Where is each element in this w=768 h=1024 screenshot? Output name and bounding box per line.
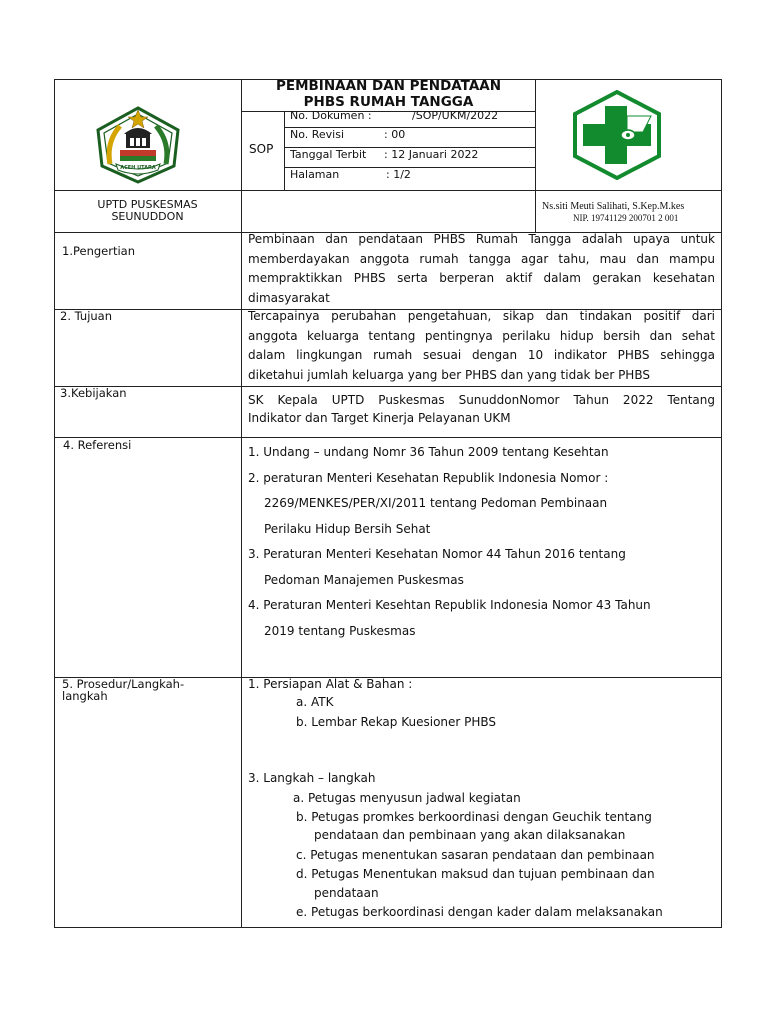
prosedur-persiapan-b: b. Lembar Rekap Kuesioner PHBS [296,715,497,729]
section-prosedur-label-1: 5. Prosedur/Langkah- [62,677,185,691]
field-no-revisi-value: : 00 [384,128,406,141]
section-kebijakan-label: 3.Kebijakan [60,386,127,400]
document-title-line-2: PHBS RUMAH TANGGA [303,94,474,110]
section-pengertian-text: Pembinaan dan pendataan PHBS Rumah Tangga adalah upaya untuk memberdayakan anggota rumah tangga agar tahu, mau dan mampu mempraktikkan PHBS serta berperan aktif dalam gerakan kesehatan dimasyarakat [248,232,715,305]
district-emblem-logo [90,104,186,184]
prosedur-langkah: 3. Langkah – langkah [248,771,376,785]
referensi-item-4: 4. Peraturan Menteri Kesehtan Republik Indonesia Nomor 43 Tahun [248,598,651,612]
referensi-item-2: 2. peraturan Menteri Kesehatan Republik Indonesia Nomor : [248,471,609,485]
field-tanggal-terbit-label: Tanggal Terbit [290,148,367,161]
org-name-line-1: UPTD PUSKESMAS [97,198,198,211]
referensi-item-3: 3. Peraturan Menteri Kesehatan Nomor 44 Tahun 2016 tentang [248,547,626,561]
prosedur-langkah-e: e. Petugas berkoordinasi dengan kader dalam melaksanakan [296,905,663,919]
prosedur-langkah-b: b. Petugas promkes berkoordinasi dengan Geuchik tentang [296,810,652,824]
referensi-item-3-cont: Pedoman Manajemen Puskesmas [264,573,464,587]
referensi-item-2-cont-2: Perilaku Hidup Bersih Sehat [264,522,431,536]
field-halaman-label: Halaman [290,168,340,181]
section-tujuan-text: Tercapainya perubahan pengetahuan, sikap dan tindakan positif dari anggota keluarga tentang pentingnya perilaku hidup bersih dan sehat dalam lingkungan rumah sesuai dengan 10 indikator PHBS sehingga diketahui jumlah keluarga yang ber PHBS dan yang tidak ber PHBS [248,309,715,382]
section-kebijakan-text: SK Kepala UPTD Puskesmas SunuddonNomor Tahun 2022 Tentang Indikator dan Target Kinerja Pelayanan UKM [248,393,715,425]
referensi-item-1: 1. Undang – undang Nomr 36 Tahun 2009 tentang Kesehtan [248,445,609,459]
signer-name: Ns.siti Meuti Salihati, S.Kep.M.kes [542,201,685,212]
referensi-item-4-cont: 2019 tentang Puskesmas [264,624,416,638]
field-no-dokumen-value: /SOP/UKM/2022 [412,109,499,122]
prosedur-langkah-b-cont: pendataan dan pembinaan yang akan dilaksanakan [314,828,626,842]
field-halaman-value: : 1/2 [386,168,411,181]
field-tanggal-terbit-value: : 12 Januari 2022 [384,148,479,161]
section-pengertian-label: 1.Pengertian [62,244,136,258]
section-prosedur-label-2: langkah [62,689,108,703]
prosedur-langkah-d-cont: pendataan [314,886,379,900]
org-name-line-2: SEUNUDDON [111,210,184,223]
prosedur-langkah-c: c. Petugas menentukan sasaran pendataan dan pembinaan [296,848,655,862]
section-tujuan-label: 2. Tujuan [60,309,113,323]
prosedur-persiapan-a: a. ATK [296,695,334,709]
puskesmas-logo [571,90,663,180]
signer-nip: NIP. 19741129 200701 2 001 [573,213,679,223]
field-no-revisi-label: No. Revisi [290,128,345,141]
prosedur-langkah-a: a. Petugas menyusun jadwal kegiatan [293,791,521,805]
document-title-line-1: PEMBINAAN DAN PENDATAAN [275,78,502,94]
referensi-item-2-cont-1: 2269/MENKES/PER/XI/2011 tentang Pedoman Pembinaan [264,496,608,510]
prosedur-persiapan: 1. Persiapan Alat & Bahan : [248,677,413,691]
prosedur-langkah-d: d. Petugas Menentukan maksud dan tujuan pembinaan dan [296,867,655,881]
field-no-dokumen-label: No. Dokumen : [290,109,372,122]
sop-label: SOP [249,142,274,156]
logo-banner-text: ACEH UTARA [120,165,156,171]
section-referensi-label: 4. Referensi [63,438,132,452]
